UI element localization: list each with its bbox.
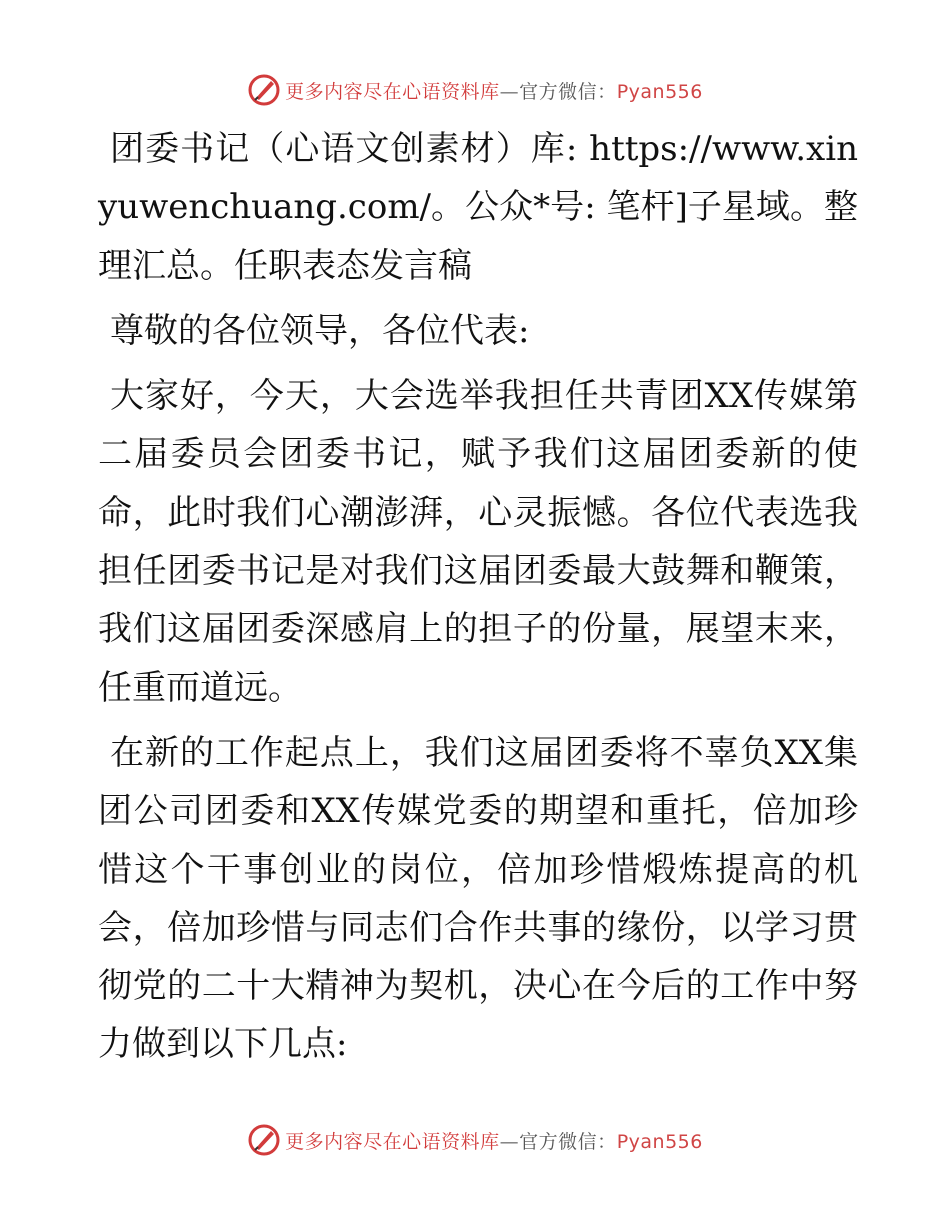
footer-banner bbox=[0, 1120, 950, 1160]
quill-seal-icon bbox=[247, 1123, 281, 1157]
banner-wechat-label: 官方微信： bbox=[519, 1130, 617, 1153]
document-paragraph: 在新的工作起点上，我们这届团委将不辜负XX集团公司团委和XX传媒党委的期望和重托，倍加珍惜这个干事创业的岗位，倍加珍惜煅炼提高的机会，倍加珍惜与同志们合作共事的缘份，以学习贯彻党的二十大精神为契机，决心在今后的工作中努力做到以下几点: bbox=[98, 732, 858, 1065]
banner-separator: — bbox=[499, 1130, 520, 1153]
banner-wechat-label: 官方微信： bbox=[519, 80, 617, 103]
quill-seal-icon bbox=[247, 73, 281, 107]
document-paragraph: 尊敬的各位领导，各位代表: bbox=[110, 310, 530, 351]
banner-main-text: 更多内容尽在心语资料库 bbox=[285, 1130, 500, 1153]
banner-separator: — bbox=[499, 80, 520, 103]
banner-text bbox=[285, 1127, 703, 1154]
banner-wechat-id: Pyan556 bbox=[616, 1130, 703, 1153]
header-banner bbox=[0, 70, 950, 110]
banner-wechat-id: Pyan556 bbox=[616, 80, 703, 103]
document-paragraph: 大家好，今天，大会选举我担任共青团XX传媒第二届委员会团委书记，赋予我们这届团委新的使命，此时我们心潮澎湃，心灵振憾。各位代表选我担任团委书记是对我们这届团委最大鼓舞和鞭策，我们这届团委深感肩上的担子的份量，展望末来，任重而道远。 bbox=[98, 376, 858, 708]
banner-main-text: 更多内容尽在心语资料库 bbox=[285, 80, 500, 103]
document-body bbox=[98, 120, 858, 1074]
document-paragraph: 团委书记（心语文创素材）库: https://www.xinyuwenchuang.com/。公众*号: 笔杆]子星域。整理汇总。任职表态发言稿 bbox=[98, 129, 858, 286]
banner-text bbox=[285, 77, 703, 104]
